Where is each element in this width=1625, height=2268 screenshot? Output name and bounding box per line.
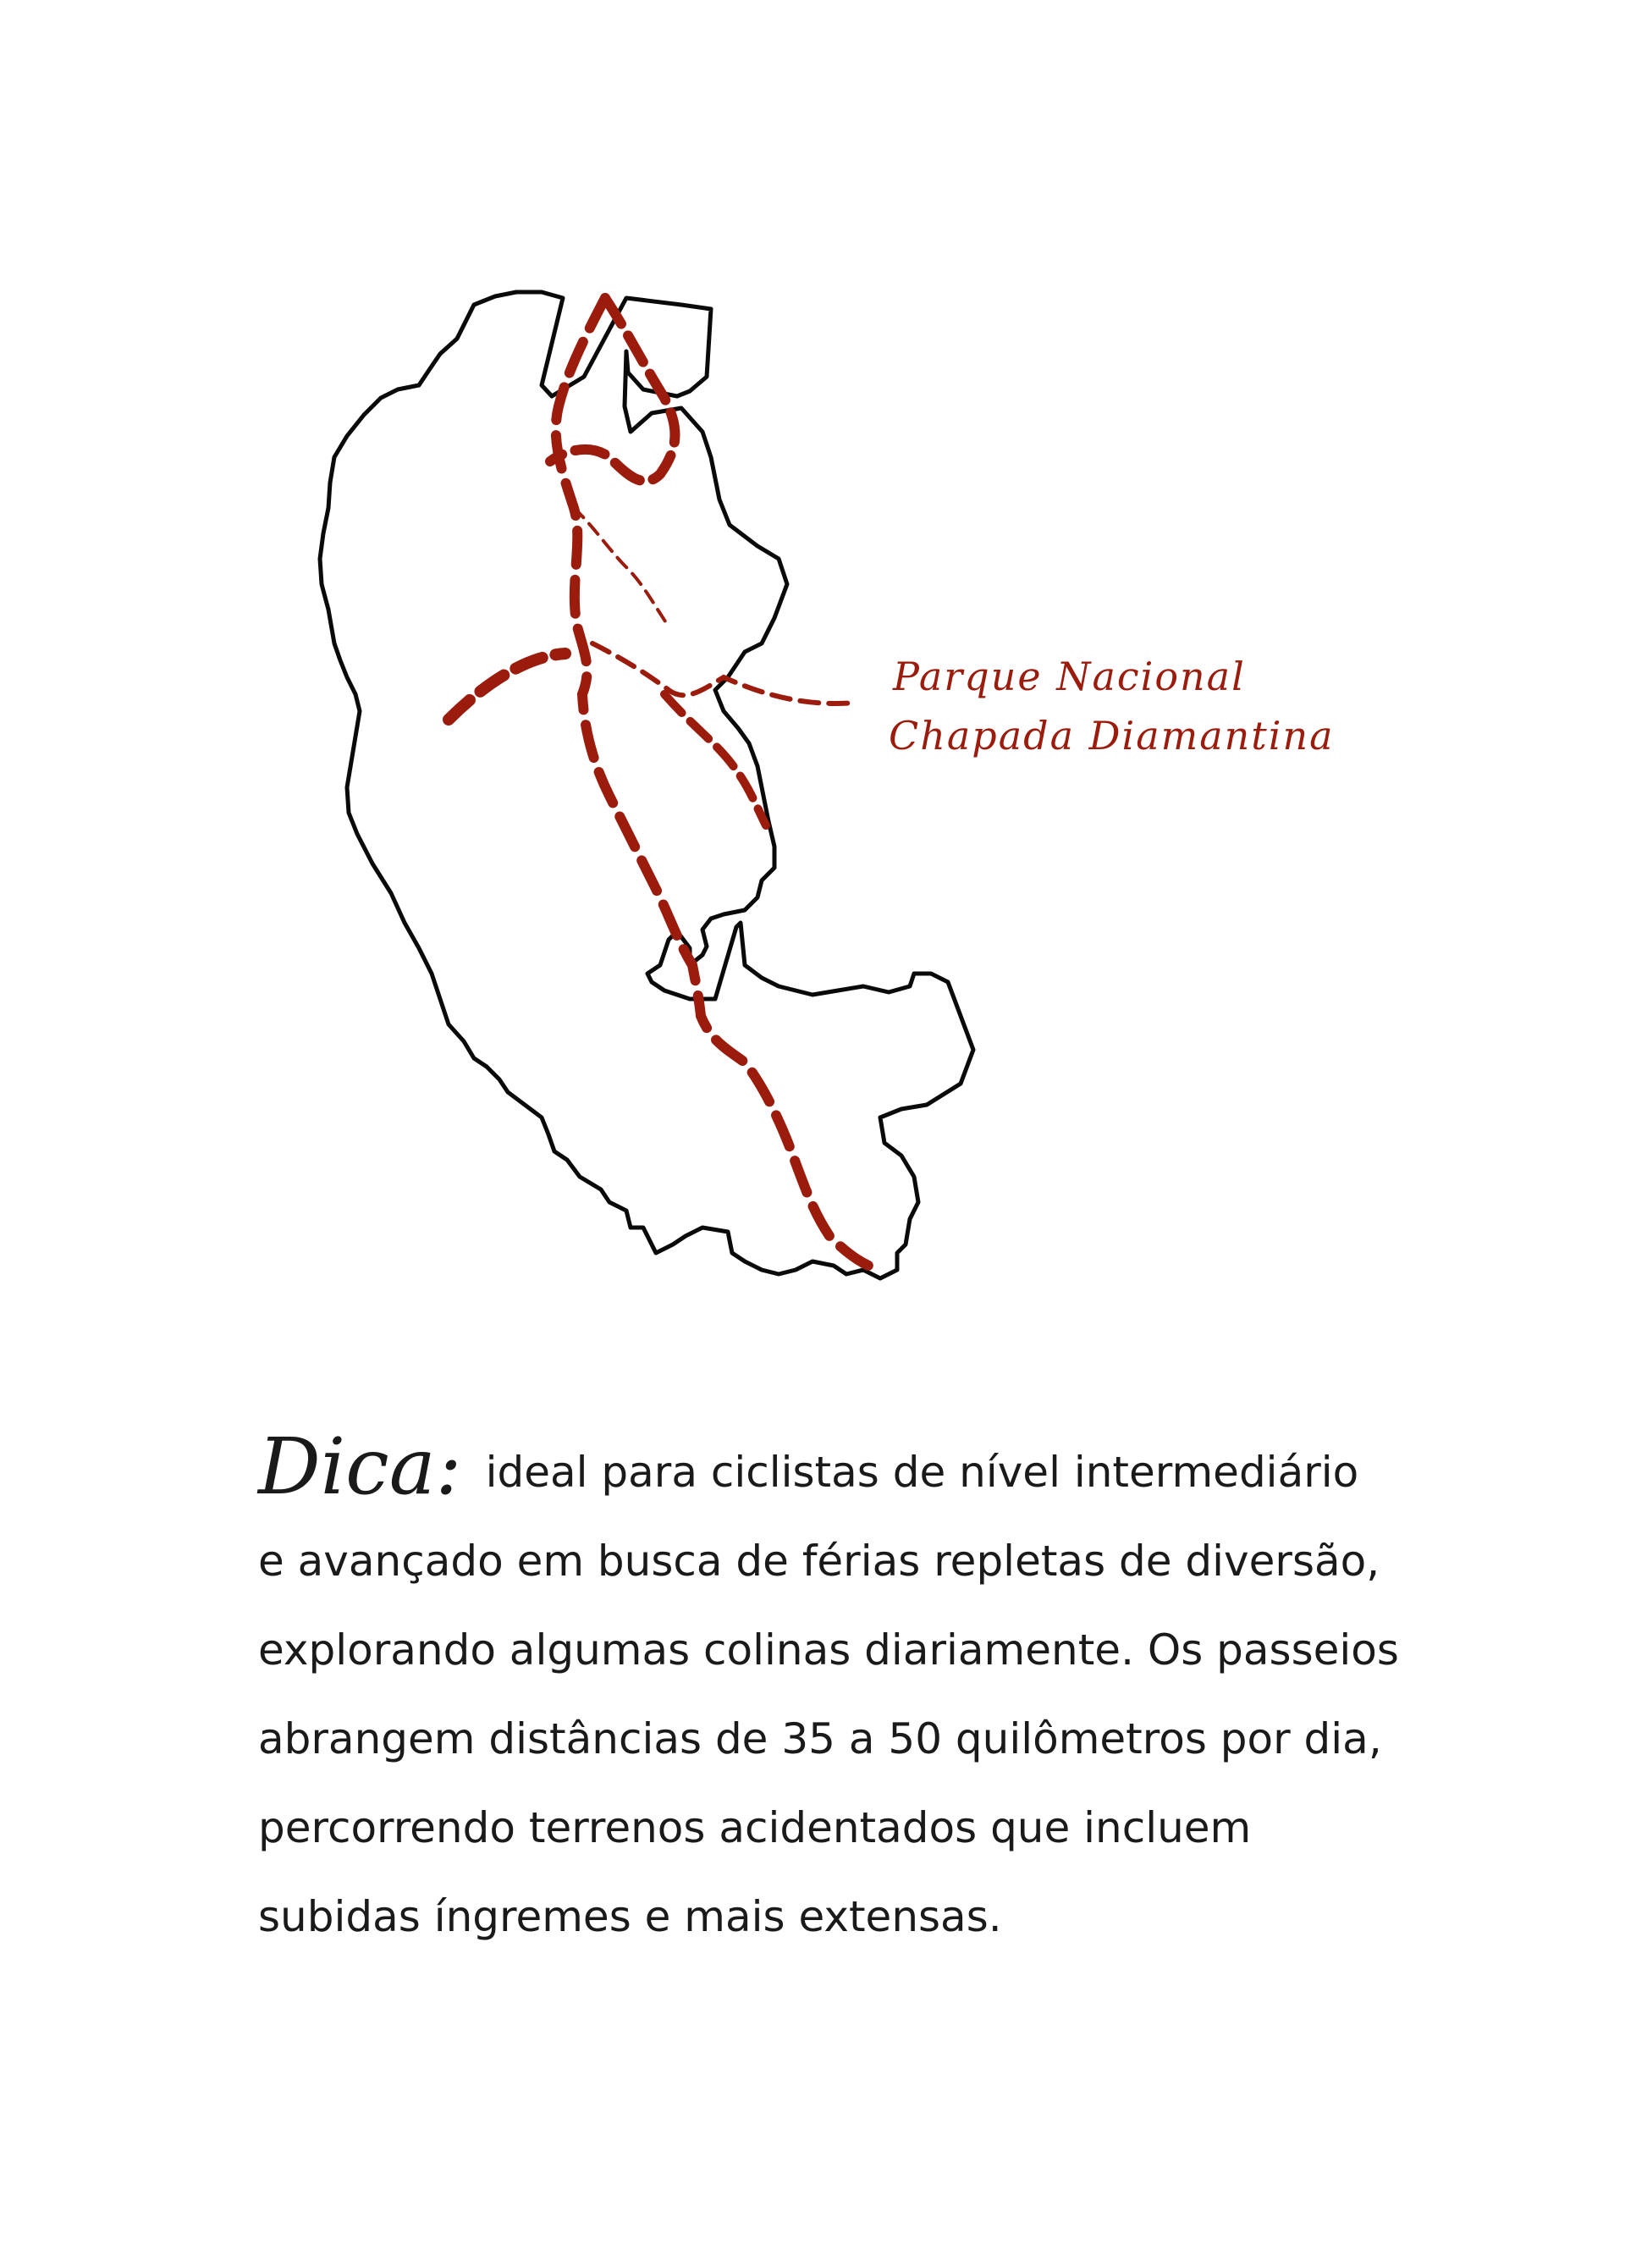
region-outline [320, 292, 973, 1278]
tip-line-3: explorando algumas colinas diariamente. Os passeios [258, 1625, 1399, 1675]
tip-line-1 [258, 1422, 1426, 1517]
tip-line-5: percorrendo terrenos acidentados que incluem [258, 1803, 1252, 1852]
tip-line-4: abrangem distâncias de 35 a 50 quilômetros por dia, [258, 1714, 1382, 1763]
park-label-line1: Parque Nacional [893, 654, 1246, 699]
route-west-spur [449, 654, 565, 720]
route-thin-1 [574, 508, 669, 626]
route-mid-branch [664, 694, 766, 825]
route-main [556, 298, 880, 1270]
tip-paragraph [258, 1422, 1426, 1962]
tip-line-2: e avançado em busca de férias repletas de diversão, [258, 1537, 1380, 1586]
tip-label: Dica: [258, 1421, 462, 1512]
park-label-line2: Chapada Diamantina [889, 713, 1335, 759]
tip-line-6: subidas íngremes e mais extensas. [258, 1892, 1002, 1941]
route-east-branch [592, 643, 855, 704]
tip-text-1: ideal para ciclistas de nível intermediário [485, 1448, 1359, 1497]
